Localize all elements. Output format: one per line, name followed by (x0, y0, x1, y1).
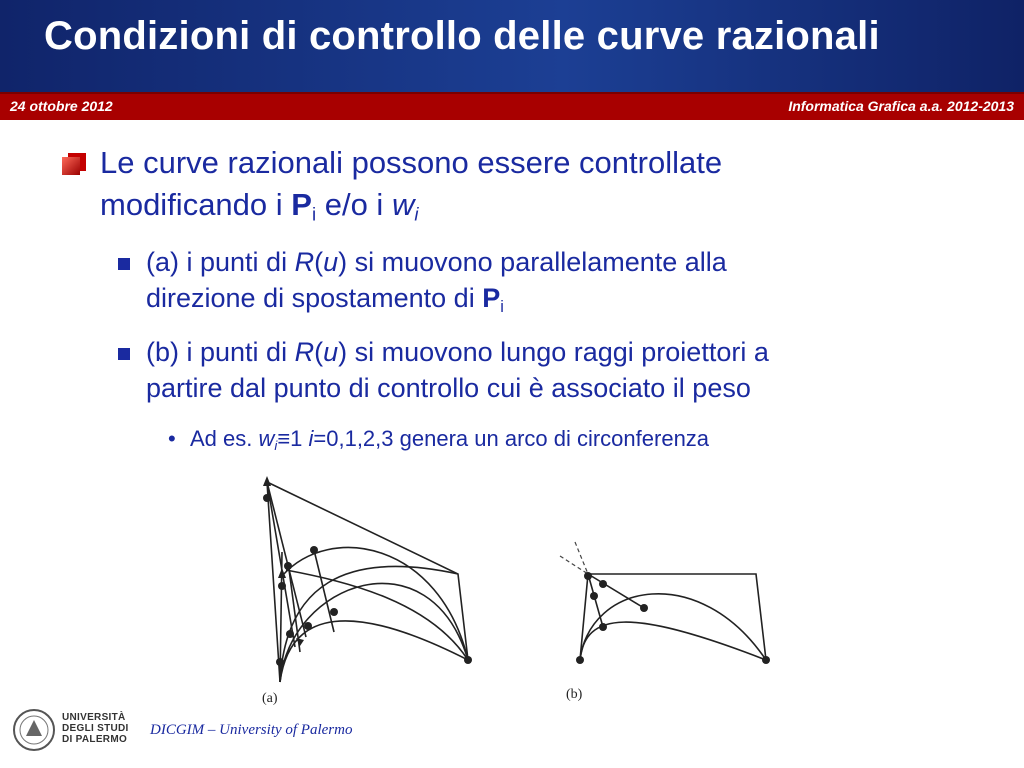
title-bar (0, 0, 1024, 92)
figure-label-a: (a) (262, 691, 278, 706)
info-bar (0, 92, 1024, 120)
square-bullet-icon (62, 153, 88, 175)
rational-curve-figure (230, 462, 790, 712)
slide-date: 24 ottobre 2012 (10, 98, 113, 114)
sub-bullet-b: (b) i punti di R(u) si muovono lungo raggi proiettori a partire dal punto di controllo cui è associato il peso (146, 337, 769, 403)
dot-bullet-icon: • (168, 426, 176, 451)
sub-bullet-a: (a) i punti di R(u) si muovono parallelamente alla direzione di spostamento di $P_i$ (146, 247, 727, 316)
course-name: Informatica Grafica a.a. 2012-2013 (788, 98, 1014, 114)
department-footer: DICGIM – University of Palermo (150, 722, 353, 738)
sub-bullet-icon (118, 348, 130, 360)
slide-title: Condizioni di controllo delle curve razionali (44, 14, 880, 58)
sub-sub-bullet: Ad es. $w_i\equiv 1$ i=0,1,2,3 genera un arco di circonferenza (190, 426, 710, 453)
sub-bullet-icon (118, 258, 130, 270)
figure-label-b: (b) (566, 687, 583, 702)
main-bullet: Le curve razionali possono essere controllate modificando i $P_i$ e/o i $w_i$ (100, 145, 723, 225)
university-seal-icon (12, 708, 56, 752)
university-name: UNIVERSITÀ DEGLI STUDI DI PALERMO (62, 712, 129, 745)
